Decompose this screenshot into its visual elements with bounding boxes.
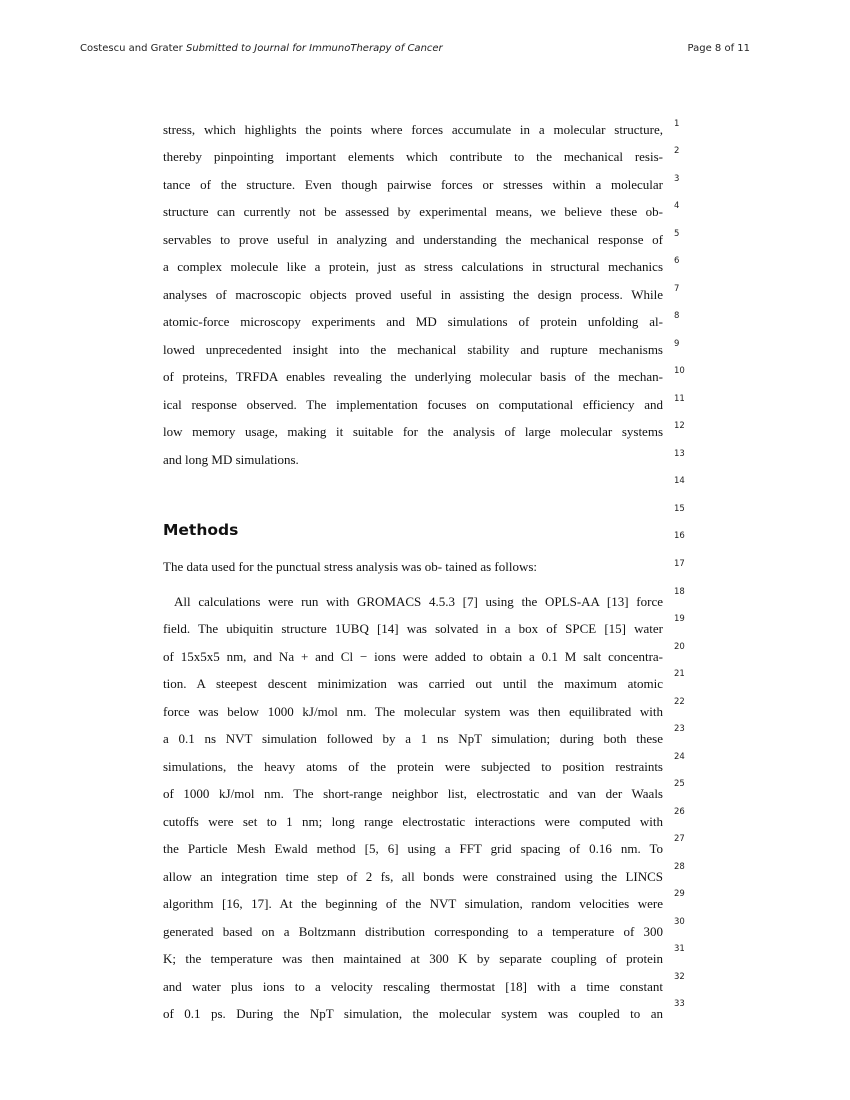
line-number: 9 xyxy=(674,339,680,349)
line-number: 23 xyxy=(674,724,685,734)
line-number: 24 xyxy=(674,752,685,762)
text-line: low memory usage, making it suitable for the analysis of large molecular systems xyxy=(163,424,663,439)
line-number: 22 xyxy=(674,697,685,707)
line-number: 30 xyxy=(674,917,685,927)
header-citation xyxy=(80,43,443,54)
line-number: 18 xyxy=(674,587,685,597)
line-number: 1 xyxy=(674,119,680,129)
line-number: 28 xyxy=(674,862,685,872)
text-line: and long MD simulations. xyxy=(163,452,299,467)
line-number: 16 xyxy=(674,531,685,541)
text-line: of 15x5x5 nm, and Na + and Cl − ions were added to obtain a 0.1 M salt concentra- xyxy=(163,649,663,664)
line-number: 25 xyxy=(674,779,685,789)
line-number: 21 xyxy=(674,669,685,679)
text-line: thereby pinpointing important elements which contribute to the mechanical resis- xyxy=(163,149,663,164)
line-number: 15 xyxy=(674,504,685,514)
line-number: 29 xyxy=(674,889,685,899)
line-number: 19 xyxy=(674,614,685,624)
text-line: and water plus ions to a velocity rescaling thermostat [18] with a time constant xyxy=(163,979,663,994)
text-line: lowed unprecedented insight into the mechanical stability and rupture mechanisms xyxy=(163,342,663,357)
line-number: 10 xyxy=(674,366,685,376)
text-line: allow an integration time step of 2 fs, all bonds were constrained using the LINCS xyxy=(163,869,663,884)
text-line: stress, which highlights the points where forces accumulate in a molecular structure, xyxy=(163,122,663,137)
text-line: of 1000 kJ/mol nm. The short-range neighbor list, electrostatic and van der Waals xyxy=(163,786,663,801)
text-line: generated based on a Boltzmann distribution corresponding to a temperature of 300 xyxy=(163,924,663,939)
line-number: 14 xyxy=(674,476,685,486)
header-page-number: Page 8 of 11 xyxy=(687,43,750,54)
text-line: All calculations were run with GROMACS 4.5.3 [7] using the OPLS-AA [13] force xyxy=(174,594,663,609)
line-number: 13 xyxy=(674,449,685,459)
text-line: atomic-force microscopy experiments and MD simulations of protein unfolding al- xyxy=(163,314,663,329)
text-line: structure can currently not be assessed by experimental means, we believe these ob- xyxy=(163,204,663,219)
text-line: K; the temperature was then maintained at 300 K by separate coupling of protein xyxy=(163,951,663,966)
header-journal: Submitted to Journal for ImmunoTherapy of Cancer xyxy=(185,43,443,54)
text-line: the Particle Mesh Ewald method [5, 6] using a FFT grid spacing of 0.16 nm. To xyxy=(163,841,663,856)
line-number: 17 xyxy=(674,559,685,569)
running-header xyxy=(80,43,750,57)
section-heading-methods: Methods xyxy=(163,521,239,539)
methods-intro-line: The data used for the punctual stress analysis was ob- tained as follows: xyxy=(163,559,538,574)
text-line: tance of the structure. Even though pairwise forces or stresses within a molecular xyxy=(163,177,663,192)
text-line: ical response observed. The implementation focuses on computational efficiency and xyxy=(163,397,663,412)
line-number: 11 xyxy=(674,394,685,404)
text-line: servables to prove useful in analyzing and understanding the mechanical response of xyxy=(163,232,663,247)
line-number: 32 xyxy=(674,972,685,982)
line-number: 2 xyxy=(674,146,680,156)
text-line: algorithm [16, 17]. At the beginning of the NVT simulation, random velocities were xyxy=(163,896,663,911)
text-line: analyses of macroscopic objects proved useful in assisting the design process. While xyxy=(163,287,663,302)
text-line: a complex molecule like a protein, just as stress calculations in structural mechanics xyxy=(163,259,663,274)
text-line: of proteins, TRFDA enables revealing the underlying molecular basis of the mechan- xyxy=(163,369,663,384)
line-number: 27 xyxy=(674,834,685,844)
text-line: simulations, the heavy atoms of the protein were subjected to position restraints xyxy=(163,759,663,774)
text-line: cutoffs were set to 1 nm; long range electrostatic interactions were computed with xyxy=(163,814,663,829)
text-line: a 0.1 ns NVT simulation followed by a 1 ns NpT simulation; during both these xyxy=(163,731,663,746)
line-number: 26 xyxy=(674,807,685,817)
line-number: 8 xyxy=(674,311,680,321)
text-line: force was below 1000 kJ/mol nm. The molecular system was then equilibrated with xyxy=(163,704,663,719)
header-authors: Costescu and Grater xyxy=(80,43,183,54)
text-line: of 0.1 ps. During the NpT simulation, the molecular system was coupled to an xyxy=(163,1006,663,1021)
line-number: 4 xyxy=(674,201,680,211)
text-line: tion. A steepest descent minimization was carried out until the maximum atomic xyxy=(163,676,663,691)
line-number: 12 xyxy=(674,421,685,431)
line-number: 3 xyxy=(674,174,680,184)
line-number: 31 xyxy=(674,944,685,954)
text-line: field. The ubiquitin structure 1UBQ [14] was solvated in a box of SPCE [15] water xyxy=(163,621,663,636)
line-number: 33 xyxy=(674,999,685,1009)
line-number: 7 xyxy=(674,284,680,294)
line-number: 5 xyxy=(674,229,680,239)
line-number: 6 xyxy=(674,256,680,266)
line-number: 20 xyxy=(674,642,685,652)
